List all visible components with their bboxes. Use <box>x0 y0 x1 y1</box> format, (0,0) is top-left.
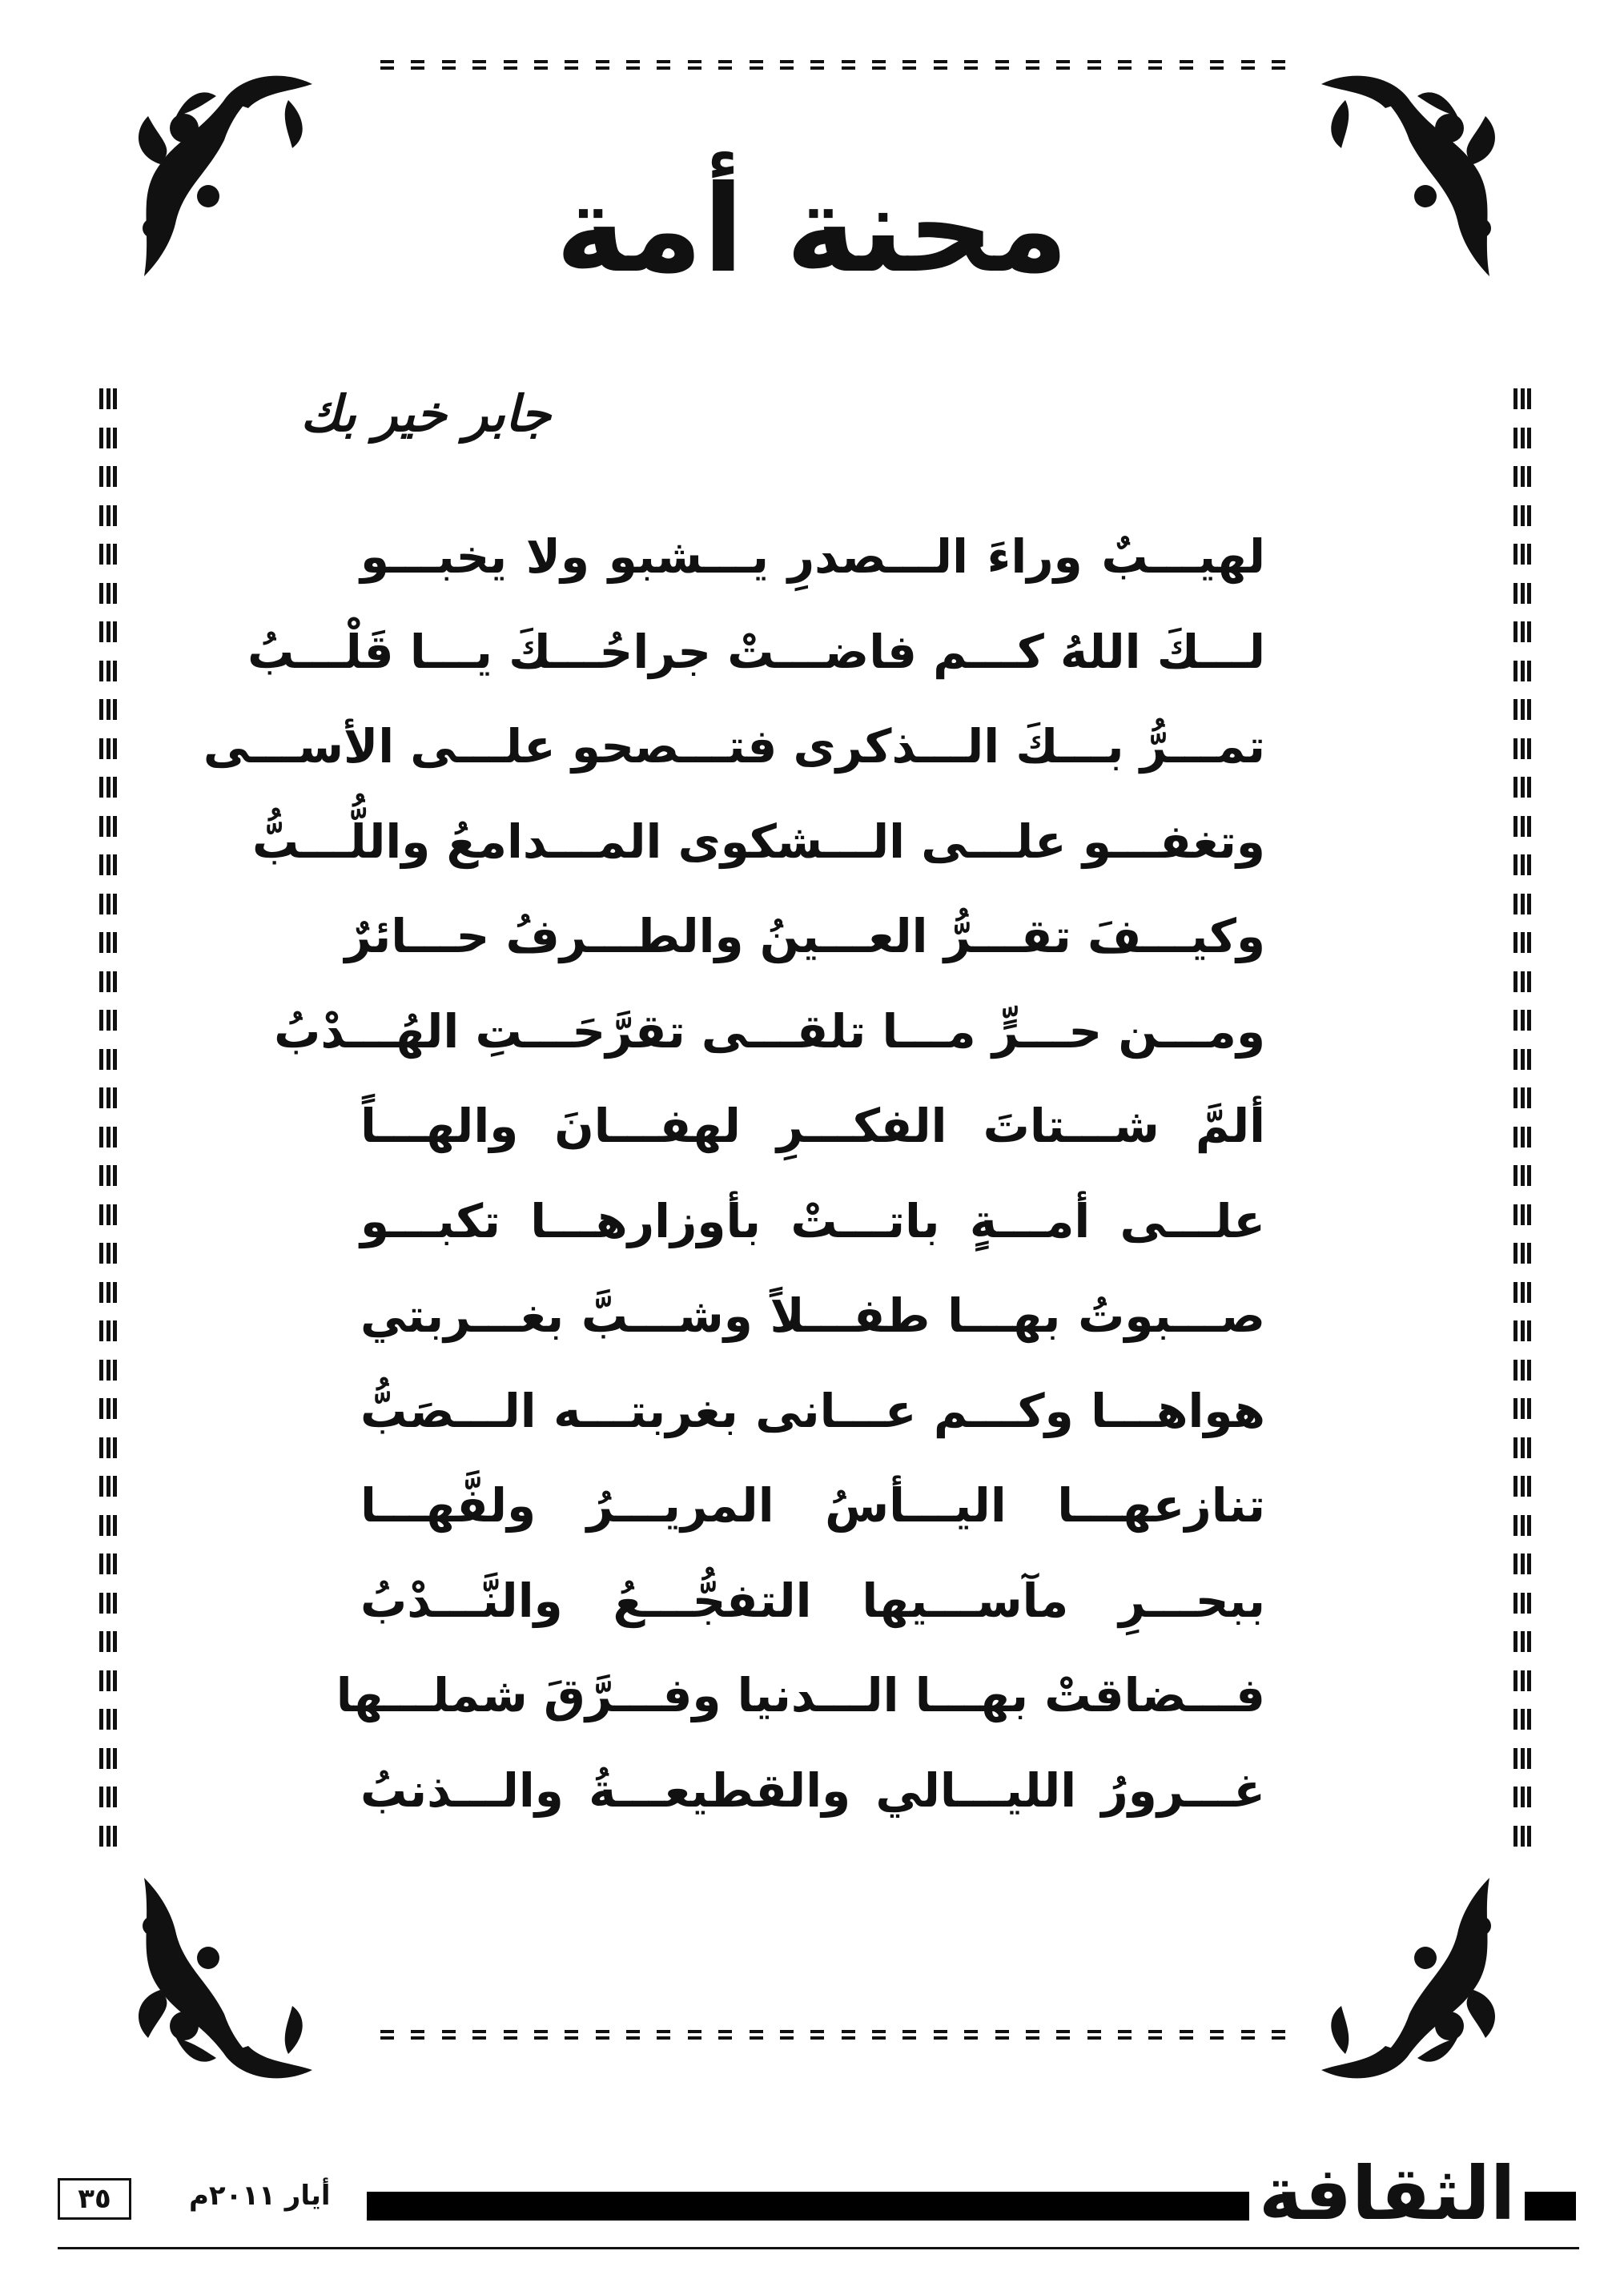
side-mark <box>99 816 117 837</box>
corner-ornament-bottom-right <box>1313 1870 1505 2086</box>
side-mark <box>1513 544 1531 565</box>
side-mark <box>99 466 117 487</box>
verse-line: غـــرورُ الليـــالي والقطيعـــةُ والـــذنبُ <box>360 1762 1265 1818</box>
side-mark <box>99 1631 117 1652</box>
verse-line: هواهـــا وكـــم عـــانى بغربتـــه الـــصَبُّ <box>360 1383 1265 1438</box>
dash-mark <box>472 2030 486 2040</box>
dash-mark <box>1148 60 1162 70</box>
side-mark <box>1513 1631 1531 1652</box>
side-mark <box>1513 777 1531 798</box>
dash-mark <box>1148 2030 1162 2040</box>
side-mark <box>99 1010 117 1031</box>
dash-mark <box>934 2030 947 2040</box>
side-mark <box>99 1670 117 1691</box>
side-mark <box>99 1243 117 1264</box>
dash-mark <box>1180 2030 1193 2040</box>
side-mark <box>1513 816 1531 837</box>
bottom-dash-border <box>380 2026 1285 2044</box>
dash-mark <box>1118 60 1132 70</box>
dash-mark <box>964 60 978 70</box>
dash-mark <box>1087 2030 1101 2040</box>
side-mark <box>1513 1709 1531 1730</box>
side-mark <box>99 1049 117 1070</box>
side-mark <box>1513 1553 1531 1574</box>
side-mark <box>1513 1398 1531 1419</box>
magazine-name: الثقافة <box>1249 2154 1525 2234</box>
dash-mark <box>626 60 640 70</box>
footer-rule <box>58 2247 1579 2249</box>
side-mark <box>1513 1127 1531 1148</box>
dash-mark <box>1026 2030 1039 2040</box>
side-mark <box>99 1787 117 1807</box>
side-mark <box>99 1360 117 1381</box>
side-mark <box>99 1593 117 1614</box>
side-mark <box>1513 894 1531 914</box>
dash-mark <box>780 60 794 70</box>
side-mark <box>1513 1243 1531 1264</box>
side-mark <box>1513 1748 1531 1769</box>
dash-mark <box>1210 60 1224 70</box>
footer-bar <box>367 2192 1280 2221</box>
side-mark <box>1513 505 1531 526</box>
dash-mark <box>688 60 701 70</box>
dash-mark <box>688 2030 701 2040</box>
side-mark <box>99 1127 117 1148</box>
side-mark <box>1513 1165 1531 1186</box>
side-mark <box>1513 1593 1531 1614</box>
side-mark <box>1513 1204 1531 1225</box>
issue-date: أيار ٢٠١١م <box>189 2180 331 2212</box>
dash-mark <box>1087 60 1101 70</box>
verse-line: وتغفـــو علـــى الـــشكوى المـــدامعُ واللُّـــبُّ <box>252 814 1265 869</box>
side-mark <box>1513 428 1531 448</box>
verse-line: ببحـــرِ مآســـيها التفجُّـــعُ والنَّـــدْبُ <box>360 1573 1265 1628</box>
dash-mark <box>995 60 1009 70</box>
dash-mark <box>750 60 763 70</box>
verse-line: لـــكَ اللهُ كـــم فاضـــتْ جراحُـــكَ يـــا قَلْـــبُ <box>247 624 1265 679</box>
dash-mark <box>872 2030 886 2040</box>
dash-mark <box>718 2030 732 2040</box>
side-mark <box>1513 466 1531 487</box>
side-mark <box>99 777 117 798</box>
dash-mark <box>380 2030 394 2040</box>
side-mark <box>99 1204 117 1225</box>
dash-mark <box>1241 60 1255 70</box>
side-mark <box>99 738 117 759</box>
dash-mark <box>902 2030 916 2040</box>
side-mark <box>99 505 117 526</box>
side-mark <box>1513 1282 1531 1303</box>
side-mark <box>99 699 117 720</box>
dash-mark <box>442 60 456 70</box>
page-number: ٣٥ <box>58 2178 131 2220</box>
side-mark <box>1513 1087 1531 1108</box>
side-mark <box>99 1476 117 1497</box>
right-side-border <box>1513 388 1534 1847</box>
side-mark <box>1513 699 1531 720</box>
side-mark <box>1513 388 1531 409</box>
poem-body <box>203 525 1265 1853</box>
side-mark <box>1513 1476 1531 1497</box>
side-mark <box>99 544 117 565</box>
side-mark <box>99 1165 117 1186</box>
dash-mark <box>1272 2030 1285 2040</box>
dash-mark <box>411 2030 424 2040</box>
side-mark <box>1513 1049 1531 1070</box>
side-mark <box>1513 1826 1531 1847</box>
dash-mark <box>504 60 517 70</box>
side-mark <box>99 1437 117 1458</box>
verse-line: فـــضاقتْ بهـــا الـــدنيا وفـــرَّقَ شملـــها <box>336 1668 1265 1722</box>
dash-mark <box>842 2030 855 2040</box>
dash-mark <box>1210 2030 1224 2040</box>
side-mark <box>99 1709 117 1730</box>
dash-mark <box>872 60 886 70</box>
side-mark <box>99 971 117 992</box>
dash-mark <box>902 60 916 70</box>
side-mark <box>1513 1437 1531 1458</box>
top-dash-border <box>380 56 1285 74</box>
author-name: جابر خير بك <box>300 384 551 443</box>
side-mark <box>99 428 117 448</box>
side-mark <box>1513 661 1531 681</box>
dash-mark <box>718 60 732 70</box>
side-mark <box>1513 971 1531 992</box>
side-mark <box>99 1282 117 1303</box>
verse-line: تنازعهـــا اليـــأسُ المريـــرُ ولفَّهـــا <box>360 1478 1265 1533</box>
dash-mark <box>1056 2030 1070 2040</box>
side-mark <box>1513 738 1531 759</box>
side-mark <box>1513 854 1531 875</box>
verse-line: علـــى أمـــةٍ باتـــتْ بأوزارهـــا تكبـــو <box>360 1193 1265 1248</box>
dash-mark <box>657 2030 670 2040</box>
verse-line: ألمَّ شـــتاتَ الفكـــرِ لهفـــانَ والهـــاً <box>360 1099 1265 1153</box>
side-mark <box>1513 621 1531 642</box>
dash-mark <box>842 60 855 70</box>
side-mark <box>99 661 117 681</box>
dash-mark <box>995 2030 1009 2040</box>
dash-mark <box>596 2030 609 2040</box>
side-mark <box>1513 1670 1531 1691</box>
side-mark <box>1513 1787 1531 1807</box>
dash-mark <box>626 2030 640 2040</box>
dash-mark <box>1241 2030 1255 2040</box>
side-mark <box>99 388 117 409</box>
side-mark <box>1513 1320 1531 1341</box>
dash-mark <box>1118 2030 1132 2040</box>
poem-title: محنة أمة <box>555 160 1069 299</box>
dash-mark <box>934 60 947 70</box>
dash-mark <box>810 2030 824 2040</box>
dash-mark <box>657 60 670 70</box>
left-side-border <box>99 388 120 1847</box>
corner-ornament-bottom-left <box>128 1870 320 2086</box>
side-mark <box>99 1398 117 1419</box>
side-mark <box>1513 1360 1531 1381</box>
dash-mark <box>565 60 578 70</box>
dash-mark <box>750 2030 763 2040</box>
side-mark <box>99 1748 117 1769</box>
side-mark <box>1513 932 1531 953</box>
dash-mark <box>380 60 394 70</box>
dash-mark <box>565 2030 578 2040</box>
side-mark <box>99 1087 117 1108</box>
side-mark <box>1513 583 1531 604</box>
side-mark <box>99 1320 117 1341</box>
dash-mark <box>1180 60 1193 70</box>
verse-line: تمـــرُّ بـــكَ الـــذكرى فتـــصحو علـــى الأســـى <box>203 719 1265 774</box>
side-mark <box>99 1515 117 1536</box>
side-mark <box>99 894 117 914</box>
dash-mark <box>596 60 609 70</box>
verse-line: وكيـــفَ تقـــرُّ العـــينُ والطـــرفُ حـــائرٌ <box>344 909 1265 963</box>
dash-mark <box>1272 60 1285 70</box>
dash-mark <box>472 60 486 70</box>
dash-mark <box>411 60 424 70</box>
side-mark <box>99 854 117 875</box>
verse-line: لهيـــبٌ وراءَ الـــصدرِ يـــشبو ولا يخبـــو <box>360 529 1265 584</box>
dash-mark <box>1026 60 1039 70</box>
dash-mark <box>1056 60 1070 70</box>
side-mark <box>99 932 117 953</box>
verse-line: صـــبوتُ بهـــا طفـــلاً وشـــبَّ بغـــربتي <box>360 1288 1265 1343</box>
dash-mark <box>504 2030 517 2040</box>
side-mark <box>1513 1010 1531 1031</box>
dash-mark <box>780 2030 794 2040</box>
dash-mark <box>810 60 824 70</box>
side-mark <box>99 583 117 604</box>
dash-mark <box>442 2030 456 2040</box>
verse-line: ومـــن حـــرٍّ مـــا تلقـــى تقرَّحَـــتِ الهُـــدْبُ <box>274 1003 1265 1059</box>
side-mark <box>1513 1515 1531 1536</box>
dash-mark <box>534 2030 548 2040</box>
dash-mark <box>534 60 548 70</box>
side-mark <box>99 1826 117 1847</box>
side-mark <box>99 621 117 642</box>
side-mark <box>99 1553 117 1574</box>
dash-mark <box>964 2030 978 2040</box>
